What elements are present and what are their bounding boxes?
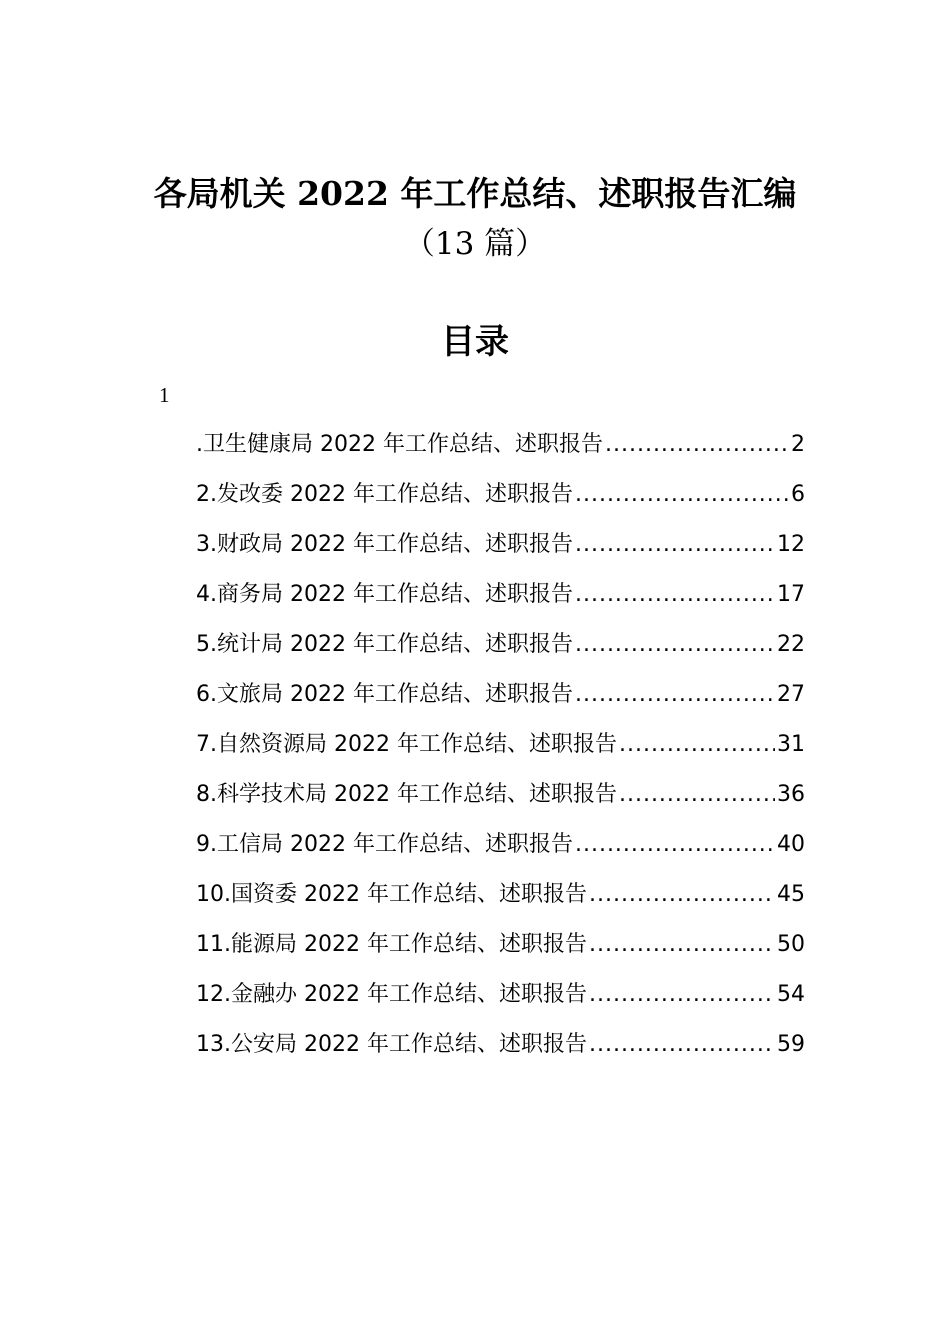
toc-entry-page[interactable]: 54 [777, 982, 805, 1007]
toc-entry-page[interactable]: 40 [777, 832, 805, 857]
document-title: 各局机关 2022 年工作总结、述职报告汇编 [153, 174, 797, 213]
toc-dot-leader [589, 920, 775, 970]
toc-entry-page[interactable]: 31 [777, 732, 805, 757]
toc-entry-page[interactable]: 17 [777, 582, 805, 607]
table-of-contents [196, 420, 805, 1070]
toc-entry-title[interactable]: 2.发改委 2022 年工作总结、述职报告 [196, 482, 573, 507]
toc-dot-leader [619, 720, 775, 770]
toc-dot-leader [589, 970, 775, 1020]
toc-entry-title[interactable]: 13.公安局 2022 年工作总结、述职报告 [196, 1032, 587, 1057]
toc-entry[interactable] [196, 620, 805, 670]
toc-dot-leader [605, 420, 789, 470]
toc-entry-page[interactable]: 59 [777, 1032, 805, 1057]
toc-entry-title[interactable]: 4.商务局 2022 年工作总结、述职报告 [196, 582, 573, 607]
toc-entry[interactable] [196, 670, 805, 720]
toc-entry-page[interactable]: 36 [777, 782, 805, 807]
toc-entry[interactable] [196, 870, 805, 920]
toc-entry-title[interactable]: 12.金融办 2022 年工作总结、述职报告 [196, 982, 587, 1007]
toc-dot-leader [575, 620, 775, 670]
toc-entry-page[interactable]: 2 [791, 432, 805, 457]
toc-dot-leader [575, 570, 775, 620]
toc-heading: 目录 [441, 322, 509, 362]
toc-entry[interactable] [196, 720, 805, 770]
toc-entry[interactable] [196, 820, 805, 870]
toc-entry-page[interactable]: 27 [777, 682, 805, 707]
toc-dot-leader [575, 670, 775, 720]
toc-entry-title[interactable]: 7.自然资源局 2022 年工作总结、述职报告 [196, 732, 617, 757]
toc-entry-title[interactable]: 8.科学技术局 2022 年工作总结、述职报告 [196, 782, 617, 807]
toc-dot-leader [589, 1020, 775, 1070]
toc-entry[interactable] [196, 770, 805, 820]
toc-entry-title[interactable]: 9.工信局 2022 年工作总结、述职报告 [196, 832, 573, 857]
toc-entry-page[interactable]: 45 [777, 882, 805, 907]
toc-entry-page[interactable]: 50 [777, 932, 805, 957]
toc-entry[interactable] [196, 470, 805, 520]
toc-entry-title[interactable]: 11.能源局 2022 年工作总结、述职报告 [196, 932, 587, 957]
toc-entry[interactable] [196, 570, 805, 620]
toc-entry[interactable] [196, 420, 805, 470]
toc-entry-page[interactable]: 6 [791, 482, 805, 507]
toc-dot-leader [575, 520, 775, 570]
toc-entry-page[interactable]: 12 [777, 532, 805, 557]
toc-entry[interactable] [196, 970, 805, 1020]
toc-entry-title[interactable]: 5.统计局 2022 年工作总结、述职报告 [196, 632, 573, 657]
toc-entry[interactable] [196, 520, 805, 570]
toc-dot-leader [589, 870, 775, 920]
toc-dot-leader [575, 820, 775, 870]
toc-dot-leader [575, 470, 789, 520]
page-marker: 1 [159, 383, 170, 407]
toc-entry-title[interactable]: 6.文旅局 2022 年工作总结、述职报告 [196, 682, 573, 707]
toc-entry-title[interactable]: .卫生健康局 2022 年工作总结、述职报告 [196, 432, 603, 457]
document-subtitle-count: （13 篇） [403, 226, 547, 262]
toc-entry-title[interactable]: 3.财政局 2022 年工作总结、述职报告 [196, 532, 573, 557]
toc-entry[interactable] [196, 1020, 805, 1070]
toc-entry-page[interactable]: 22 [777, 632, 805, 657]
toc-entry[interactable] [196, 920, 805, 970]
toc-dot-leader [619, 770, 775, 820]
toc-entry-title[interactable]: 10.国资委 2022 年工作总结、述职报告 [196, 882, 587, 907]
